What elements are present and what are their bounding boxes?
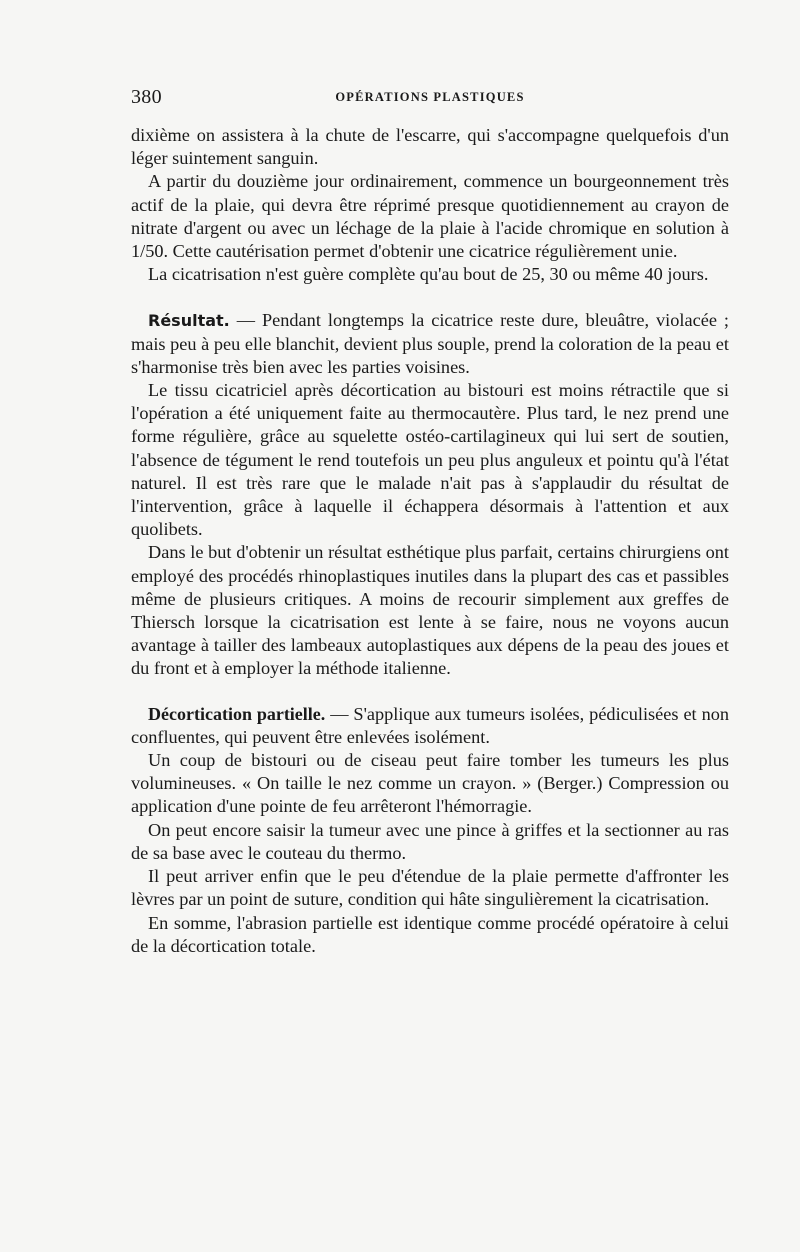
running-title: OPÉRATIONS PLASTIQUES (335, 90, 525, 104)
paragraph-tissu-cicatriciel: Le tissu cicatriciel après décortication au bistouri est moins rétractile que si l'opération a été uniquement faite au thermocautère. Plus tard, le nez prend une forme régulière, grâce au squelette ostéo-cartilagineux qui lui sert de soutien, l'absence de tégument le rend toutefois un peu plus anguleux et pointu qu'à l'état naturel. Il est très rare que le malade n'ait pas à s'applaudir du résultat de l'intervention, grâce à laquelle il échappera désormais à l'attention et aux quolibets. (131, 380, 729, 540)
paragraph-decortication (131, 703, 729, 749)
paragraph-continuation: dixième on assistera à la chute de l'escarre, qui s'accompagne quelquefois d'un léger suintement sanguin. (131, 125, 729, 169)
paragraph-en-somme: En somme, l'abrasion partielle est identique comme procédé opératoire à celui de la décortication totale. (131, 912, 729, 956)
paragraph-pince-a-griffes: On peut encore saisir la tumeur avec une pince à griffes et la sectionner au ras de sa base avec le couteau du thermo. (131, 819, 729, 863)
paragraph-bourgeonnement: A partir du douzième jour ordinairement, commence un bourgeonnement très actif de la plaie, qui devra être réprimé presque quotidiennement au crayon de nitrate d'argent ou avec un léchage de la plaie à l'acide chromique en solution à 1/50. Cette cautérisation permet d'obtenir une cicatrice régulièrement unie. (131, 171, 729, 262)
paragraph-resultat (131, 309, 729, 379)
paragraph-cicatrisation: La cicatrisation n'est guère complète qu'au bout de 25, 30 ou même 40 jours. (148, 264, 709, 285)
page-header (131, 86, 729, 110)
paragraph-coup-de-bistouri: Un coup de bistouri ou de ciseau peut faire tomber les tumeurs les plus volumineuses. « On taille le nez comme un crayon. » (Berger.) Compression ou application d'une pointe de feu arrêteront l'hémorragie. (131, 750, 729, 817)
body-text (131, 124, 729, 958)
paragraph-point-de-suture: Il peut arriver enfin que le peu d'étendue de la plaie permette d'affronter les lèvres par un point de suture, condition qui hâte singulièrement la cicatrisation. (131, 866, 729, 910)
page-number: 380 (131, 86, 162, 108)
resultat-text: — Pendant longtemps la cicatrice reste dure, bleuâtre, violacée ; mais peu à peu elle blanchit, devient plus souple, prend la coloration de la peau et s'harmonise très bien avec les parties voisines. (131, 310, 729, 377)
paragraph-resultat-esthetique: Dans le but d'obtenir un résultat esthétique plus parfait, certains chirurgiens ont employé des procédés rhinoplastiques inutiles dans la plupart des cas et passibles même de plusieurs critiques. A moins de recourir simplement aux greffes de Thiersch lorsque la cicatrisation est lente à se faire, nous ne voyons aucun avantage à tailler des lambeaux autoplastiques aux dépens de la peau des joues et du front et à employer la méthode italienne. (131, 542, 729, 679)
decortication-text: — S'applique aux tumeurs isolées, pédiculisées et non confluentes, qui peuvent être enlevées isolément. (131, 703, 729, 747)
section-heading-decortication: Décortication partielle. (148, 703, 326, 724)
section-heading-resultat: Résultat. (148, 311, 230, 331)
